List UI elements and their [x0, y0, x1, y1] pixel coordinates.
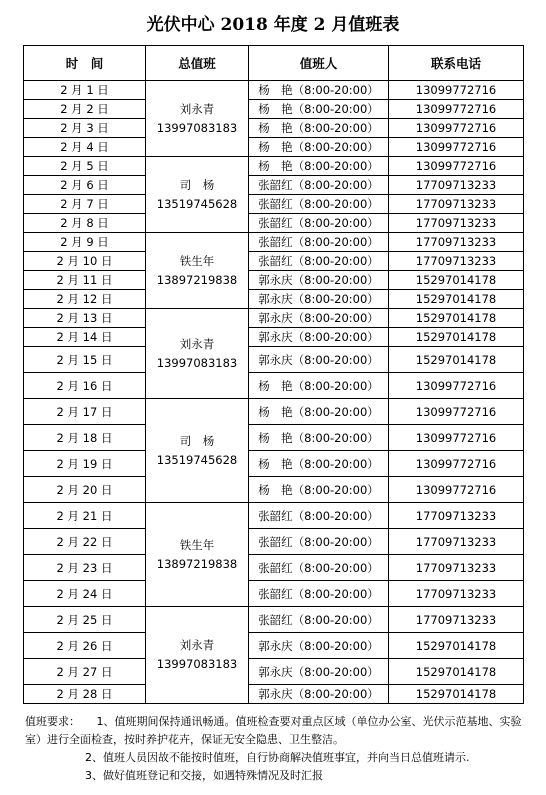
table-row: [24, 195, 524, 214]
staff-cell: 郭永庆（8:00-20:00）: [249, 290, 389, 309]
table-row: [24, 659, 524, 685]
date-cell: 2 月 24 日: [24, 581, 146, 607]
phone-cell: 15297014178: [389, 309, 524, 328]
table-row: [24, 138, 524, 157]
phone-cell: 13099772716: [389, 81, 524, 100]
chief-name: 司 杨: [179, 433, 215, 448]
date-cell: 2 月 10 日: [24, 252, 146, 271]
table-row: [24, 425, 524, 451]
chief-phone: 13997083183: [156, 355, 238, 370]
phone-cell: 17709713233: [389, 176, 524, 195]
date-cell: 2 月 21 日: [24, 503, 146, 529]
date-cell: 2 月 5 日: [24, 157, 146, 176]
date-cell: 2 月 26 日: [24, 633, 146, 659]
chief-cell: [146, 81, 249, 157]
table-row: [24, 373, 524, 399]
table-row: [24, 290, 524, 309]
date-cell: 2 月 18 日: [24, 425, 146, 451]
date-cell: 2 月 22 日: [24, 529, 146, 555]
table-row: [24, 399, 524, 425]
phone-cell: 17709713233: [389, 503, 524, 529]
staff-cell: 杨 艳（8:00-20:00）: [249, 138, 389, 157]
staff-cell: 杨 艳（8:00-20:00）: [249, 477, 389, 503]
staff-cell: 张韶红（8:00-20:00）: [249, 607, 389, 633]
table-row: [24, 157, 524, 176]
table-row: [24, 100, 524, 119]
date-cell: 2 月 12 日: [24, 290, 146, 309]
staff-cell: 张韶红（8:00-20:00）: [249, 529, 389, 555]
table-row: [24, 451, 524, 477]
date-cell: 2 月 8 日: [24, 214, 146, 233]
staff-cell: 郭永庆（8:00-20:00）: [249, 659, 389, 685]
header-chief: 总值班: [146, 46, 249, 81]
phone-cell: 15297014178: [389, 633, 524, 659]
table-row: [24, 233, 524, 252]
staff-cell: 郭永庆（8:00-20:00）: [249, 347, 389, 373]
phone-cell: 15297014178: [389, 290, 524, 309]
date-cell: 2 月 25 日: [24, 607, 146, 633]
phone-cell: 15297014178: [389, 271, 524, 290]
chief-cell: [146, 157, 249, 233]
staff-cell: 郭永庆（8:00-20:00）: [249, 271, 389, 290]
date-cell: 2 月 15 日: [24, 347, 146, 373]
staff-cell: 张韶红（8:00-20:00）: [249, 581, 389, 607]
staff-cell: 杨 艳（8:00-20:00）: [249, 81, 389, 100]
header-phone: 联系电话: [389, 46, 524, 81]
phone-cell: 13099772716: [389, 157, 524, 176]
staff-cell: 郭永庆（8:00-20:00）: [249, 633, 389, 659]
staff-cell: 张韶红（8:00-20:00）: [249, 252, 389, 271]
phone-cell: 17709713233: [389, 195, 524, 214]
phone-cell: 13099772716: [389, 100, 524, 119]
phone-cell: 15297014178: [389, 685, 524, 704]
staff-cell: 杨 艳（8:00-20:00）: [249, 451, 389, 477]
staff-cell: 张韶红（8:00-20:00）: [249, 176, 389, 195]
staff-cell: 杨 艳（8:00-20:00）: [249, 399, 389, 425]
phone-cell: 13099772716: [389, 425, 524, 451]
table-row: [24, 607, 524, 633]
table-row: [24, 271, 524, 290]
staff-cell: 杨 艳（8:00-20:00）: [249, 100, 389, 119]
date-cell: 2 月 3 日: [24, 119, 146, 138]
table-row: [24, 529, 524, 555]
table-row: [24, 176, 524, 195]
table-row: [24, 633, 524, 659]
table-header-row: [24, 46, 524, 81]
staff-cell: 张韶红（8:00-20:00）: [249, 233, 389, 252]
staff-cell: 张韶红（8:00-20:00）: [249, 195, 389, 214]
chief-name: 铁生年: [179, 537, 215, 552]
date-cell: 2 月 6 日: [24, 176, 146, 195]
chief-name: 司 杨: [179, 177, 215, 192]
date-cell: 2 月 16 日: [24, 373, 146, 399]
phone-cell: 15297014178: [389, 347, 524, 373]
roster-body: [24, 81, 524, 704]
chief-cell: [146, 399, 249, 503]
staff-cell: 张韶红（8:00-20:00）: [249, 503, 389, 529]
table-row: [24, 328, 524, 347]
table-row: [24, 119, 524, 138]
phone-cell: 17709713233: [389, 529, 524, 555]
date-cell: 2 月 11 日: [24, 271, 146, 290]
table-row: [24, 347, 524, 373]
table-row: [24, 503, 524, 529]
chief-phone: 13519745628: [156, 452, 238, 467]
date-cell: 2 月 14 日: [24, 328, 146, 347]
date-cell: 2 月 13 日: [24, 309, 146, 328]
phone-cell: 13099772716: [389, 399, 524, 425]
phone-cell: 15297014178: [389, 659, 524, 685]
phone-cell: 13099772716: [389, 477, 524, 503]
phone-cell: 17709713233: [389, 252, 524, 271]
chief-phone: 13897219838: [156, 556, 238, 571]
date-cell: 2 月 19 日: [24, 451, 146, 477]
chief-cell: [146, 503, 249, 607]
date-cell: 2 月 17 日: [24, 399, 146, 425]
chief-phone: 13897219838: [156, 272, 238, 287]
date-cell: 2 月 9 日: [24, 233, 146, 252]
staff-cell: 杨 艳（8:00-20:00）: [249, 373, 389, 399]
date-cell: 2 月 7 日: [24, 195, 146, 214]
chief-phone: 13519745628: [156, 196, 238, 211]
phone-cell: 13099772716: [389, 138, 524, 157]
chief-name: 铁生年: [179, 253, 215, 268]
page-title: 光伏中心 2018 年度 2 月值班表: [146, 15, 400, 35]
table-row: [24, 214, 524, 233]
table-row: [24, 309, 524, 328]
table-row: [24, 581, 524, 607]
chief-name: 刘永青: [179, 101, 215, 116]
table-row: [24, 477, 524, 503]
date-cell: 2 月 1 日: [24, 81, 146, 100]
requirement-3: 3、做好值班登记和交接，如遇特殊情况及时汇报: [85, 769, 323, 782]
phone-cell: 13099772716: [389, 451, 524, 477]
chief-cell: [146, 607, 249, 704]
duty-roster-table: [23, 45, 524, 704]
staff-cell: 郭永庆（8:00-20:00）: [249, 309, 389, 328]
phone-cell: 17709713233: [389, 607, 524, 633]
chief-cell: [146, 309, 249, 399]
staff-cell: 郭永庆（8:00-20:00）: [249, 328, 389, 347]
header-date: 时 间: [24, 46, 146, 81]
staff-cell: 杨 艳（8:00-20:00）: [249, 119, 389, 138]
table-row: [24, 252, 524, 271]
phone-cell: 13099772716: [389, 373, 524, 399]
staff-cell: 张韶红（8:00-20:00）: [249, 555, 389, 581]
phone-cell: 17709713233: [389, 233, 524, 252]
phone-cell: 13099772716: [389, 119, 524, 138]
date-cell: 2 月 23 日: [24, 555, 146, 581]
requirement-1: 值班要求： 1、值班期间保持通讯畅通。值班检查要对重点区域（单位办公室、光伏示范基地、实验室）进行全面检查，按时养护花卉，保证无安全隐患、卫生整洁。: [25, 715, 522, 746]
table-row: [24, 81, 524, 100]
date-cell: 2 月 4 日: [24, 138, 146, 157]
table-row: [24, 555, 524, 581]
staff-cell: 杨 艳（8:00-20:00）: [249, 157, 389, 176]
staff-cell: 杨 艳（8:00-20:00）: [249, 425, 389, 451]
chief-cell: [146, 233, 249, 309]
phone-cell: 17709713233: [389, 214, 524, 233]
chief-phone: 13997083183: [156, 120, 238, 135]
phone-cell: 15297014178: [389, 328, 524, 347]
duty-requirements: [25, 713, 537, 785]
chief-phone: 13997083183: [156, 657, 238, 671]
date-cell: 2 月 28 日: [24, 685, 146, 704]
requirement-2: 2、值班人员因故不能按时值班，自行协商解决值班事宜，并向当日总值班请示.: [85, 751, 470, 764]
chief-name: 刘永青: [179, 336, 215, 351]
table-row: [24, 685, 524, 704]
header-staff: 值班人: [249, 46, 389, 81]
staff-cell: 张韶红（8:00-20:00）: [249, 214, 389, 233]
phone-cell: 17709713233: [389, 555, 524, 581]
date-cell: 2 月 2 日: [24, 100, 146, 119]
staff-cell: 郭永庆（8:00-20:00）: [249, 685, 389, 704]
date-cell: 2 月 20 日: [24, 477, 146, 503]
phone-cell: 17709713233: [389, 581, 524, 607]
date-cell: 2 月 27 日: [24, 659, 146, 685]
chief-name: 刘永青: [179, 638, 215, 652]
